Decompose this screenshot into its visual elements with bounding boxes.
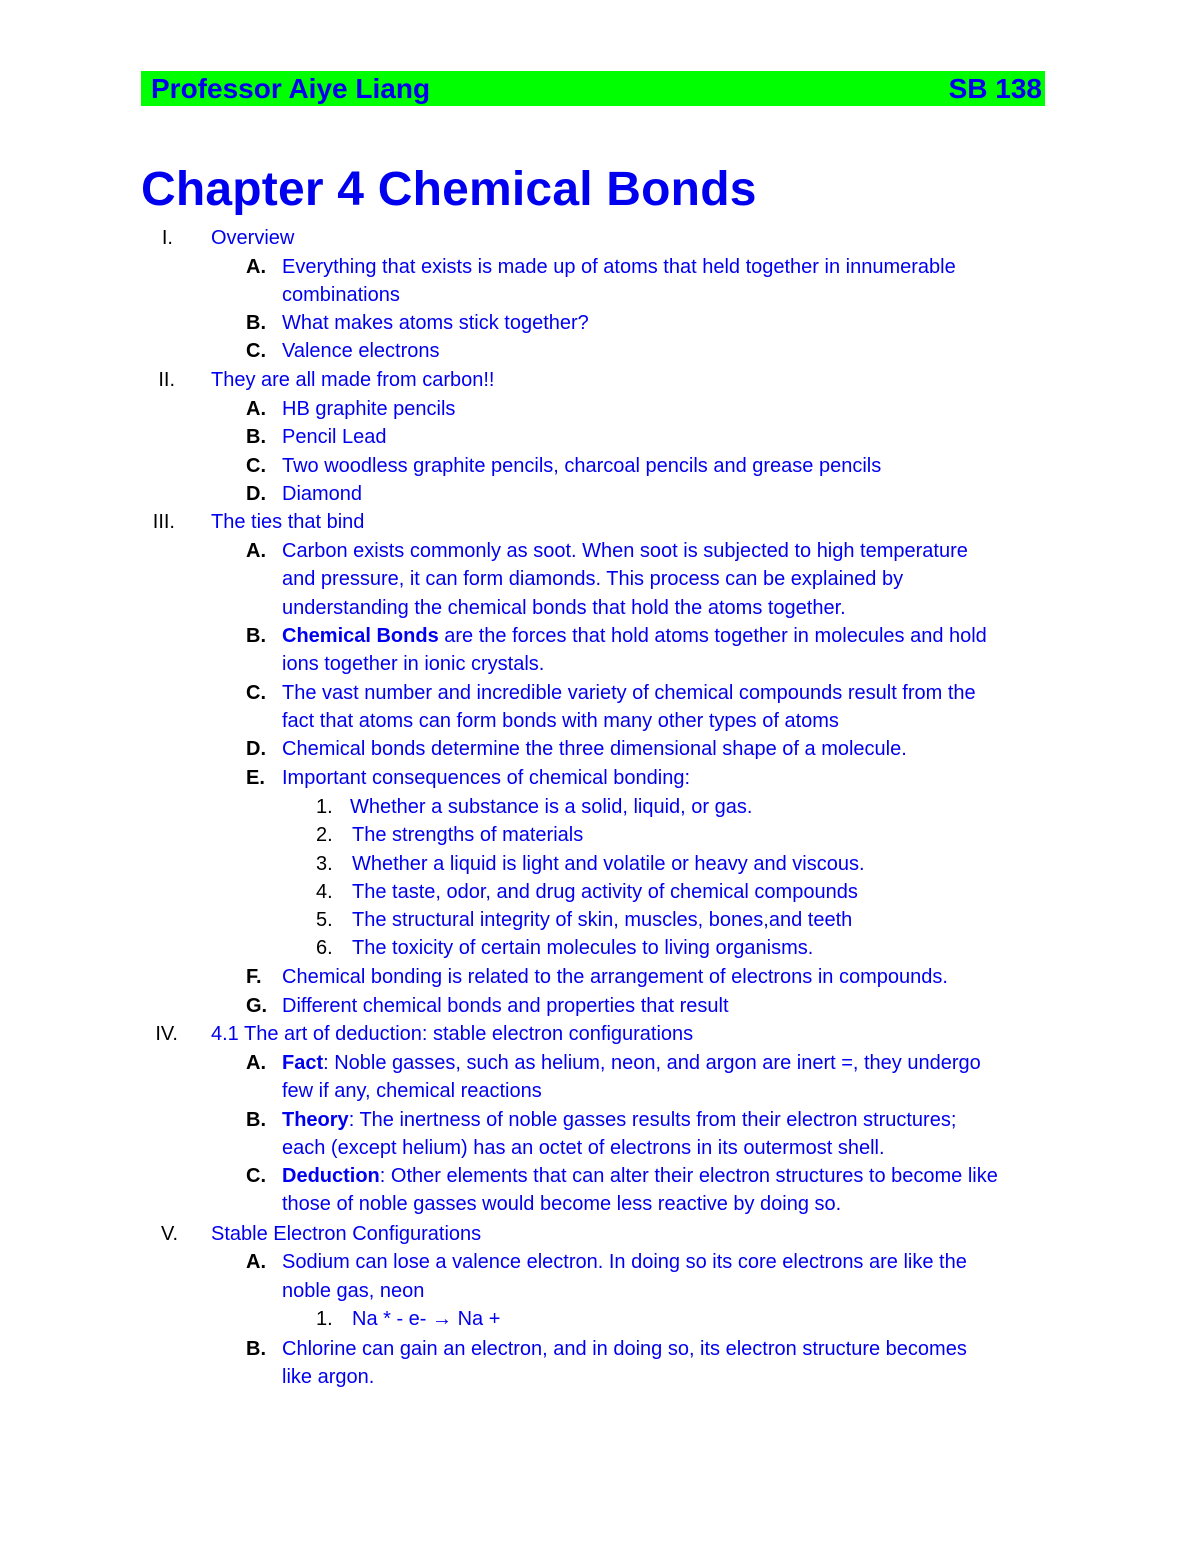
section-heading: Overview — [211, 227, 295, 249]
item-text-rest: : Other elements that can alter their electron structures to become like — [379, 1165, 998, 1187]
roman-numeral: II. — [158, 369, 175, 391]
item-text: those of noble gasses would become less reactive by doing so. — [282, 1193, 842, 1215]
item-text: ions together in ionic crystals. — [282, 653, 545, 675]
item-text: combinations — [282, 284, 400, 306]
item-letter: F. — [246, 966, 262, 988]
roman-numeral: III. — [152, 511, 175, 533]
item-letter: B. — [246, 625, 266, 647]
item-letter: A. — [246, 256, 266, 278]
sub-item-text: The strengths of materials — [352, 824, 584, 846]
item-text: Important consequences of chemical bonding: — [282, 767, 691, 789]
room-number: SB 138 — [948, 73, 1042, 104]
item-letter: B. — [246, 1109, 266, 1131]
item-text — [282, 1106, 956, 1134]
item-letter: A. — [246, 540, 266, 562]
item-text: each (except helium) has an octet of electrons in its outermost shell. — [282, 1137, 885, 1159]
item-letter: C. — [246, 455, 266, 477]
item-text — [282, 1049, 981, 1077]
item-letter: A. — [246, 1251, 266, 1273]
item-text-rest: : The inertness of noble gasses results from their electron structures; — [348, 1109, 957, 1131]
item-text: understanding the chemical bonds that hold the atoms together. — [282, 597, 846, 619]
sub-item-number: 4. — [316, 881, 333, 903]
item-letter: C. — [246, 1165, 266, 1187]
item-letter: D. — [246, 483, 266, 505]
item-text: Chemical bonding is related to the arrangement of electrons in compounds. — [282, 966, 948, 988]
item-text: Chlorine can gain an electron, and in doing so, its electron structure becomes — [282, 1338, 967, 1360]
item-text: fact that atoms can form bonds with many other types of atoms — [282, 710, 839, 732]
section-heading: Stable Electron Configurations — [211, 1223, 482, 1245]
item-letter: B. — [246, 1338, 266, 1360]
item-text: noble gas, neon — [282, 1280, 425, 1302]
item-text: Everything that exists is made up of atoms that held together in innumerable — [282, 256, 956, 278]
item-text: Chemical bonds determine the three dimensional shape of a molecule. — [282, 738, 907, 760]
item-text — [282, 1162, 998, 1190]
sub-item-text: The structural integrity of skin, muscles, bones,and teeth — [352, 909, 853, 931]
sub-item-number: 1. — [316, 796, 333, 818]
professor-name: Professor Aiye Liang — [151, 73, 431, 104]
item-text: Diamond — [282, 483, 363, 505]
item-text-rest: are the forces that hold atoms together in molecules and hold — [438, 625, 987, 647]
section-heading: 4.1 The art of deduction: stable electron configurations — [211, 1023, 694, 1045]
item-letter: C. — [246, 682, 266, 704]
sub-item-text: The toxicity of certain molecules to living organisms. — [352, 937, 814, 959]
item-text: Two woodless graphite pencils, charcoal pencils and grease pencils — [282, 455, 882, 477]
roman-numeral: IV. — [155, 1023, 178, 1045]
item-letter: D. — [246, 738, 266, 760]
sub-item-text: Whether a liquid is light and volatile or heavy and viscous. — [352, 853, 865, 875]
sub-item-number: 2. — [316, 824, 333, 846]
section-heading: They are all made from carbon!! — [211, 369, 495, 391]
item-letter: E. — [246, 767, 265, 789]
item-text: What makes atoms stick together? — [282, 312, 589, 334]
item-text: Different chemical bonds and properties that result — [282, 995, 729, 1017]
roman-numeral: I. — [161, 227, 173, 249]
header-bar — [141, 71, 1045, 106]
sub-item-number: 6. — [316, 937, 333, 959]
item-letter: B. — [246, 312, 266, 334]
item-text: Carbon exists commonly as soot. When soot is subjected to high temperature — [282, 540, 968, 562]
item-text: like argon. — [282, 1366, 375, 1388]
item-text — [282, 622, 987, 650]
item-letter: A. — [246, 398, 266, 420]
item-letter: G. — [246, 995, 268, 1017]
sub-item-number: 3. — [316, 853, 333, 875]
sub-item-text: The taste, odor, and drug activity of chemical compounds — [352, 881, 858, 903]
item-text-rest: : Noble gasses, such as helium, neon, and argon are inert =, they undergo — [323, 1052, 981, 1074]
item-letter: C. — [246, 340, 266, 362]
item-text: Pencil Lead — [282, 426, 387, 448]
term-bold: Deduction — [282, 1165, 380, 1187]
sub-item-text: Whether a substance is a solid, liquid, or gas. — [350, 796, 753, 818]
section-heading: The ties that bind — [211, 511, 365, 533]
item-letter: A. — [246, 1052, 266, 1074]
term-bold: Fact — [282, 1052, 324, 1074]
item-text: HB graphite pencils — [282, 398, 456, 420]
item-text: and pressure, it can form diamonds. This process can be explained by — [282, 568, 904, 590]
sub-item-number: 1. — [316, 1308, 333, 1330]
item-text: Valence electrons — [282, 340, 440, 362]
sub-item-number: 5. — [316, 909, 333, 931]
item-letter: B. — [246, 426, 266, 448]
page-title: Chapter 4 Chemical Bonds — [141, 163, 757, 216]
term-bold: Chemical Bonds — [282, 625, 439, 647]
roman-numeral: V. — [160, 1223, 178, 1245]
term-bold: Theory — [282, 1109, 349, 1131]
item-text: few if any, chemical reactions — [282, 1080, 542, 1102]
item-text: The vast number and incredible variety of chemical compounds result from the — [282, 682, 976, 704]
equation-text: Na * - e- → Na + — [352, 1308, 501, 1330]
item-text: Sodium can lose a valence electron. In doing so its core electrons are like the — [282, 1251, 967, 1273]
